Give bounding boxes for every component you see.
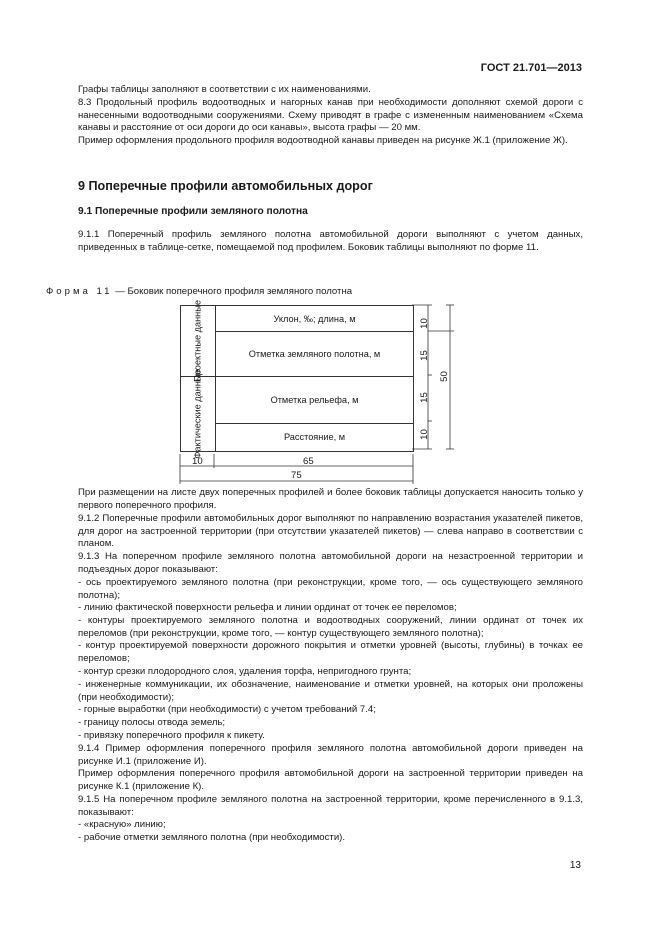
group-label: Проектные данные: [192, 300, 203, 382]
paragraph: 9.1.2 Поперечные профили автомобильных дорог выполняют по направлению возрастания указателей пикетов, для дорог на застроенной территории (при отсутствии указателей пикетов) — слева направо в соответствии с планом.: [78, 513, 583, 550]
row-label: Расстояние, м: [216, 423, 414, 451]
subsection-heading: 9.1 Поперечные профили земляного полотна: [78, 206, 308, 217]
list-item: - контуры проектируемого земляного полотна и водоотводных сооружений, линии ординат от точек их переломов (при реконструкции, кроме того, — контур существующего земляного полотна);: [78, 615, 583, 639]
page-number: 13: [569, 860, 581, 871]
list-item: - «красную» линию;: [78, 819, 166, 830]
dim-label: 10: [418, 429, 430, 440]
paragraph: 8.3 Продольный профиль водоотводных и нагорных канав при необходимости дополняют схемой дороги с нанесенными водоотводными сооружениями. Схему приводят в графе с измененным наименованием «Схема канавы и расстояние от оси дороги до оси канавы», высота графы — 20 мм.: [78, 97, 583, 134]
dim-label-total: 75: [291, 470, 302, 481]
form-caption-word: Форма 11: [46, 286, 113, 297]
section-heading: 9 Поперечные профили автомобильных дорог: [78, 179, 373, 193]
paragraph: 9.1.4 Пример оформления поперечного профиля земляного полотна автомобильной дороги приведен на рисунке И.1 (приложение И).: [78, 743, 583, 767]
dim-label: 10: [192, 456, 203, 467]
row-label: Уклон, ‰; длина, м: [216, 306, 414, 332]
paragraph: Пример оформления продольного профиля водоотводной канавы приведен на рисунке Ж.1 (приложение Ж).: [78, 135, 568, 146]
group-label: Фактические данные: [192, 369, 203, 459]
form-caption-text: — Боковик поперечного профиля земляного полотна: [112, 286, 353, 297]
list-item: - контур проектируемой поверхности дорожного покрытия и отметки уровней (высоты, глубины) в точках ее переломов;: [78, 640, 583, 664]
paragraph: 9.1.5 На поперечном профиле земляного полотна на застроенной территории, кроме перечисленного в 9.1.3, показывают:: [78, 794, 583, 818]
dim-label: 65: [303, 456, 314, 467]
paragraph: Пример оформления поперечного профиля автомобильной дороги на застроенной территории приведен на рисунке К.1 (приложение К).: [78, 768, 583, 792]
dim-label: 10: [418, 318, 430, 329]
paragraph: 9.1.1 Поперечный профиль земляного полотна автомобильной дороги выполняют с учетом данных, приведенных в таблице-сетке, помещаемой под профилем. Боковик таблицы выполняют по форме 11.: [78, 229, 583, 253]
list-item: - горные выработки (при необходимости) с учетом требований 7.4;: [78, 704, 376, 715]
paragraph: 9.1.3 На поперечном профиле земляного полотна автомобильной дороги на незастроенной территории и подъездных дорог показывают:: [78, 551, 583, 575]
row-label: Отметка рельефа, м: [216, 377, 414, 424]
row-label: Отметка земляного полотна, м: [216, 332, 414, 377]
list-item: - линию фактической поверхности рельефа и линии ординат от точек ее переломов;: [78, 602, 457, 613]
list-item: - инженерные коммуникации, их обозначение, наименование и отметки уровней, на которых они проложены (при необходимости);: [78, 679, 583, 703]
dim-label: 15: [418, 350, 430, 361]
document-code: ГОСТ 21.701—2013: [480, 62, 582, 74]
dim-label-total: 50: [438, 371, 450, 382]
list-item: - границу полосы отвода земель;: [78, 717, 226, 728]
list-item: - рабочие отметки земляного полотна (при необходимости).: [78, 832, 346, 843]
paragraph: При размещении на листе двух поперечных профилей и более боковик таблицы допускается наносить только у первого поперечного профиля.: [78, 487, 583, 511]
paragraph: Графы таблицы заполняют в соответствии с их наименованиями.: [78, 84, 371, 95]
list-item: - ось проектируемого земляного полотна (при реконструкции, кроме того, — ось существующего земляного полотна);: [78, 577, 583, 601]
list-item: - привязку поперечного профиля к пикету.: [78, 730, 265, 741]
dim-label: 15: [418, 392, 430, 403]
list-item: - контур срезки плодородного слоя, удаления торфа, непригодного грунта;: [78, 666, 412, 677]
